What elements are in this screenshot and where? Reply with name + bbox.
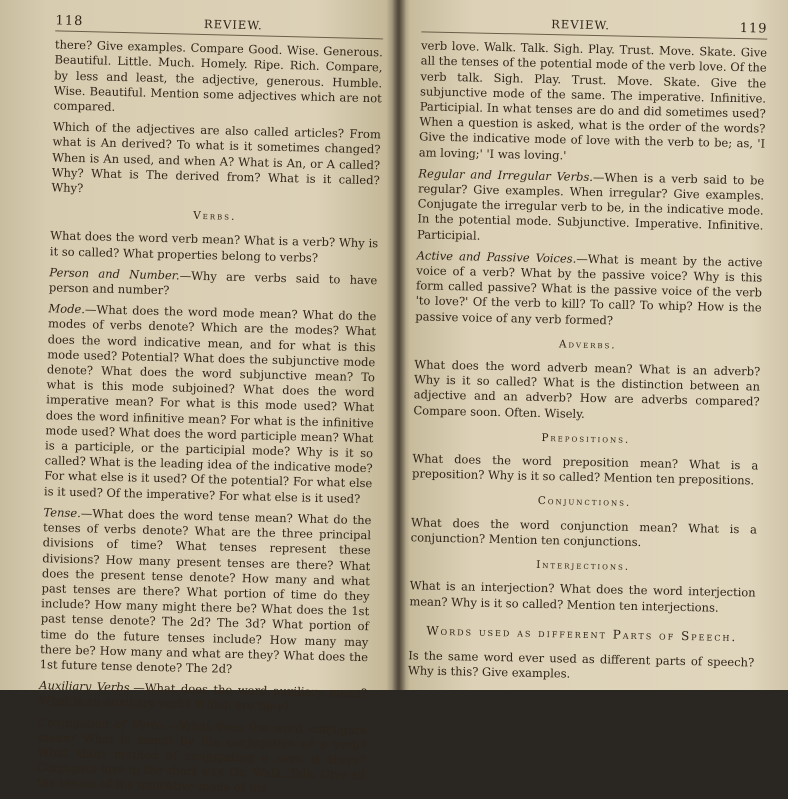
left-paragraph: Auxiliary Verbs.—What does the word auxiliary mean? What is an auxiliary verb? Which are they?	[38, 678, 368, 714]
left-paragraph: Which of the adjectives are also called articles? From what is An derived? To what is it sometimes changed? When is An used, and when A? What is An, or A called? Why? What is The derived from? What is it called? Why?	[51, 119, 381, 196]
right-page	[390, 0, 788, 698]
right-paragraph: What does the word conjunction mean? What is a conjunction? Mention ten conjunctions.	[410, 514, 758, 549]
left-paragraph: Conjugation of Verbs.—What does the word conjugate mean? What is meant by the conjugation of a verb? What short method of conjugating a verb is there? Conjugate love in the short way. Go. Walk. Talk. Give all the tenses of the indicative mode of the	[36, 714, 367, 796]
subheading: Auxiliary Verbs.	[39, 678, 134, 695]
section-heading-prepositions: Prepositions.	[541, 431, 631, 446]
right-page-number: 119	[739, 21, 768, 37]
subheading: Regular and Irregular Verbs.	[418, 166, 594, 184]
left-paragraph: there? Give examples. Compare Good. Wise. Generous. Beautiful. Little. Much. Homely. Ripe. Rich. Compare, by less and least, the adjective, generous. Humble. Wise. Beautiful. Mention some adjectives which are not compared.	[53, 37, 384, 114]
subheading: Active and Passive Voices.	[416, 248, 577, 266]
subheading: Mode.	[48, 301, 86, 317]
left-paragraph: Person and Number.—Why are verbs said to have person and number?	[48, 265, 378, 298]
left-paragraph: Tense.—What does the word tense mean? What do the tenses of verbs denote? What are the three principal divisions of time? What tenses represent these divisions? How many present tenses are there? What does the present tense denote? How many and what past tenses are there? What portion of time do they include? How many might there be? What does the 1st past tense denote? The 2d? The 3d? What portion of time do the future tenses include? How many may there be? How many and what are they? What does the 1st future tense denote? The 2d?	[39, 505, 372, 676]
section-heading-verbs: Verbs.	[193, 210, 237, 224]
right-running-title: REVIEW.	[551, 17, 611, 33]
right-paragraph: Active and Passive Voices.—What is meant by the active voice of a verb? What by the passive voice? Why is this form called passive? What is the passive voice of the verb 'to love?' Of the verb to kill? To call? To whip? How is the passive voice of any verb formed?	[415, 248, 763, 328]
right-paragraph: verb love. Walk. Talk. Sigh. Play. Trust. Move. Skate. Give all the tenses of the potential mode of the verb love. Of the verb talk. Sigh. Play. Trust. Move. Skate. Give the subjunctive mode of the same. The imperative. Infinitive. Participial. In what tenses are do and did sometimes used? When a question is asked, what is the order of the words? Give the indicative mode of love with the verb to be; as, 'I am loving;' 'I was loving.'	[418, 38, 768, 163]
left-paragraph: What does the word verb mean? What is a verb? Why is it so called? What properties belong to verbs?	[49, 228, 379, 265]
left-running-title: REVIEW.	[203, 16, 263, 33]
right-paragraph: Is the same word ever used as different parts of speech? Why is this? Give examples.	[407, 648, 755, 681]
subheading: Person and Number.	[49, 265, 180, 283]
right-running-head	[421, 14, 767, 39]
right-paragraph: What does the word adverb mean? What is an adverb? Why is it so called? What is the distinction between an adjective and an adverb? How are adverbs compared? Compare soon. Often. Wisely.	[413, 357, 761, 421]
left-page-number: 118	[55, 13, 84, 30]
section-heading-interjections: Interjections.	[536, 558, 631, 573]
subheading: Tense.	[43, 505, 82, 521]
right-paragraph: What does the word preposition mean? What is a preposition? Why is it so called? Mention ten prepositions.	[411, 451, 759, 488]
left-paragraph: Mode.—What does the word mode mean? What do the modes of verbs denote? Which are the modes? What does the word indicative mean, and for what is this mode used? Potential? What does the subjunctive mode denote? What does the word subjunctive mean? To what is this mode subjoined? What does the word imperative mean? For what is this mode used? What does the word infinitive mean? For what is the infinitive mode used? What does the word participle mean? What is a participle, or the participial mode? Why is it so called? What is the leading idea of the indicative mode? For what else is it used? Of the potential? For what else is it used? Of the imperative? For what else is it used?	[43, 301, 377, 506]
left-running-head	[55, 13, 383, 39]
section-heading-conjunctions: Conjunctions.	[537, 495, 632, 510]
section-heading-words-as-parts-of-speech: Words used as different Parts of Speech.	[426, 623, 738, 644]
subheading: Conjugation of Verbs.	[38, 714, 169, 732]
right-paragraph: What is an interjection? What does the word interjection mean? Why is it so called? Mention ten interjections.	[409, 578, 756, 615]
section-heading-adverbs: Adverbs.	[558, 338, 617, 352]
right-paragraph: Regular and Irregular Verbs.—When is a verb said to be regular? Give examples. When irregular? Give examples. Conjugate the irregular verb to be, in the indicative mode. In the potential mode. Subjunctive. Imperative. Infinitive. Participial.	[416, 166, 765, 243]
